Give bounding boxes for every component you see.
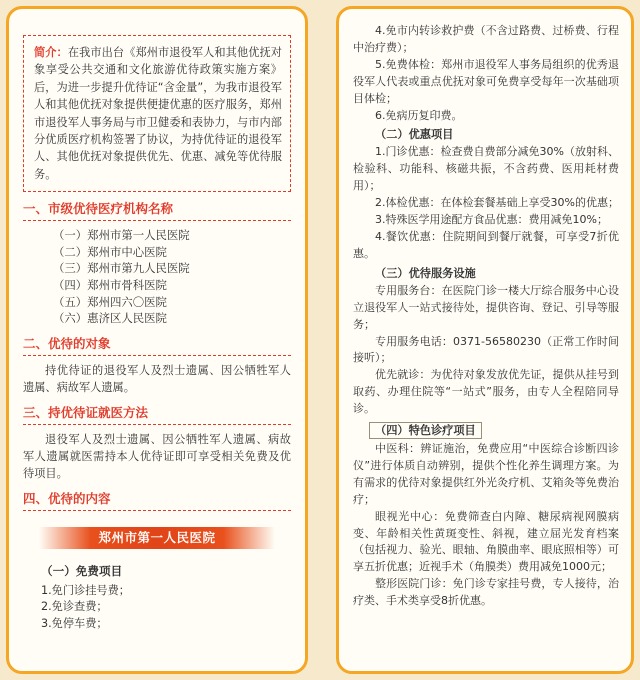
free-item: 5.免费体检：郑州市退役军人事务局组织的优秀退役军人代表或重点优抚对象可免费享受每年一次基础项目体检； <box>353 57 619 105</box>
hospital-item: （二）郑州市中心医院 <box>53 244 167 259</box>
hospital-list <box>23 227 291 327</box>
free-item: 6.免病历复印费。 <box>375 108 463 122</box>
free-items-title: （一）免费项目 <box>41 563 123 578</box>
hospital-item: （五）郑州四六〇医院 <box>53 294 167 309</box>
special-item: 整形医院门诊：免门诊专家挂号费，专人接待，治疗类、手术类享受8折优惠。 <box>353 577 619 608</box>
intro-box <box>23 35 291 192</box>
left-panel <box>6 6 308 674</box>
hospital-item: （三）郑州市第九人民医院 <box>53 261 190 276</box>
section2-title: 二、优待的对象 <box>23 335 291 356</box>
free-items-list <box>23 583 291 632</box>
right-panel <box>336 6 634 674</box>
free-item: 2.免诊查费； <box>41 600 108 614</box>
section1-title: 一、市级优待医疗机构名称 <box>23 200 291 221</box>
intro-text: 在我市出台《郑州市退役军人和其他优抚对象享受公共交通和文化旅游优待政策实施方案》后，为进一步提升优待证“含金量”，为我市退役军人和其他优抚对象提供便捷优惠的医疗服务，郑州市退役军人事务局与市卫健委和表协力，与市内部分优质医疗机构签署了协议，为持优待证的退役军人、其他优抚对象提供优先、优惠、减免等优待服务。 <box>34 46 282 181</box>
section3-text: 退役军人及烈士遗属、因公牺牲军人遗属、病故军人遗属就医需持本人优待证即可享受相关免费及优待项目。 <box>23 432 291 480</box>
section2-text: 持优待证的退役军人及烈士遗属、因公牺牲军人遗属、病故军人遗属。 <box>23 363 291 394</box>
section3-title: 三、持优待证就医方法 <box>23 404 291 425</box>
section4-title: 四、优待的内容 <box>23 490 291 511</box>
free-item: 1.免门诊挂号费； <box>41 583 130 597</box>
discount-title: （二）优惠项目 <box>375 128 454 142</box>
special-item: 中医科：辨证施治，免费应用“中医综合诊断四诊仪”进行体质自动辨别，提供个性化养生调理方案。为有需求的优待对象提供红外光灸疗机、艾箱灸等免费治疗； <box>353 442 619 506</box>
discount-item: 4.餐饮优惠：住院期间到餐厅就餐，可享受7折优惠。 <box>353 229 619 260</box>
special-item: 眼视光中心：免费筛查白内障、糖尿病视网膜病变、年龄相关性黄斑变性、斜视，建立屈光发育档案（包括视力、验光、眼轴、角膜曲率、眼底照相等）可享五折优惠；近视手术（角膜类）费用减免1000元； <box>353 509 619 574</box>
hospital-banner: 郑州市第一人民医院 <box>39 527 275 549</box>
discount-item: 2.体检优惠：在体检套餐基础上享受30%的优惠； <box>375 196 619 210</box>
facility-item: 专用服务台：在医院门诊一楼大厅综合服务中心设立退役军人一站式接待处，提供咨询、登记、引导等服务； <box>353 283 619 331</box>
hospital-item: （六）惠济区人民医院 <box>53 311 167 326</box>
hospital-item: （四）郑州市骨科医院 <box>53 278 167 293</box>
special-title: （四）特色诊疗项目 <box>369 422 482 439</box>
discount-item: 1.门诊优惠：检查费自费部分减免30%（放射科、检验科、功能科、核磁共振，不含药费、医用耗材费用）； <box>353 145 619 193</box>
intro-lead: 简介： <box>34 46 68 59</box>
facility-item: 专用服务电话：0371-56580230（正常工作时间接听）； <box>353 334 619 365</box>
free-item: 4.免市内转诊救护费（不含过路费、过桥费、行程中治疗费）； <box>353 24 619 54</box>
discount-item: 3.特殊医学用途配方食品优惠：费用减免10%； <box>375 213 608 227</box>
facility-title: （三）优待服务设施 <box>375 266 476 280</box>
facility-item: 优先就诊：为优待对象发放优先证，提供从挂号到取药、办理住院等“一站式”服务，由专人全程陪同导诊。 <box>353 368 619 416</box>
hospital-item: （一）郑州市第一人民医院 <box>53 228 190 243</box>
free-item: 3.免停车费； <box>41 616 108 630</box>
